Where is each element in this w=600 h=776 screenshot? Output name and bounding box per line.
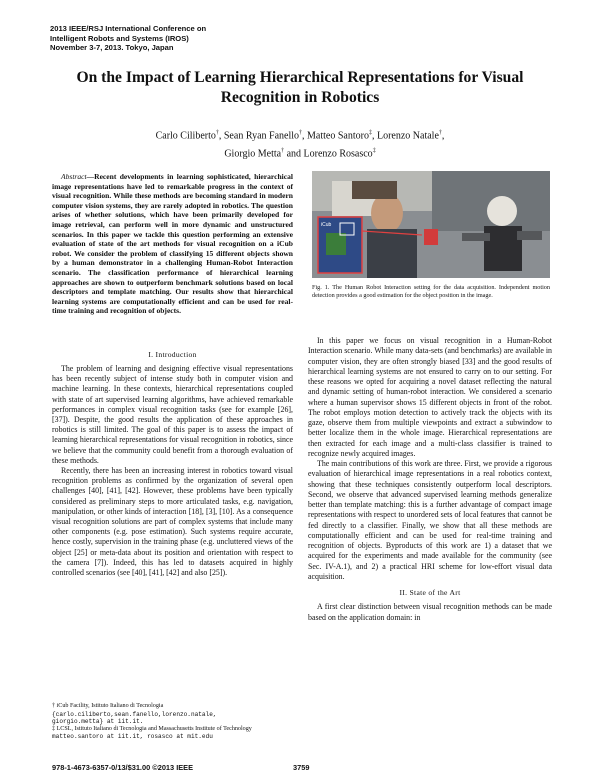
figure-1-caption: Fig. 1. The Human Robot Interaction setting for the data acquisition. Independent motion detection provides a good estimation for the object position in the image. (312, 284, 550, 299)
right-column-body (308, 336, 552, 623)
paragraph: The problem of learning and designing effective visual representations has been recently subject of intense study both in computer vision and machine learning. In these contexts, hierarchical representations coupled with state of art supervised learning algorithms, have achieved remarkable performances in complex visual recognition tasks (see for example [26], [37]). Despite, the good results the application of these approaches in robotics is still limited. The goal of this paper is to assess the impact of learning hierarchical representations for visual recognition in robotics, since we believe that the community could benefit from a thorough evaluation of these methods. (52, 364, 293, 465)
hri-scene-photo (312, 171, 550, 278)
affiliation-mark: † (299, 130, 303, 136)
figure-1-photo (312, 171, 550, 278)
paragraph: In this paper we focus on visual recognition in a Human-Robot Interaction scenario. While many data-sets (and benchmarks) are available in computer vision, they are often strongly biased [33] and the good results of hierarchical learning systems are not ensured to carry on to our setting. For these reasons we opted for acquiring a novel dataset reflecting the natural and dynamic setting of human-robot interaction. We considered a scenario where a human supervisor shows 15 different objects in front of the robot. The robot employs motion detection to actively track the objects with its gaze, observe them from multiple viewpoints and extract a subwindow to better localize them in the whole image. Hierarchical representations are then extracted for each image and a multi-class classifier is trained to recognize newly acquired images. (308, 336, 552, 458)
footnote-emails-1b: giorgio.metta} at iit.it. (52, 718, 144, 726)
abstract-label: Abstract (61, 172, 87, 181)
abstract-text: Recent developments in learning sophisticated, hierarchical image representations have led to remarkable progress in the context of visual recognition. While these methods are becoming standard in modern computer vision systems, they are rarely adopted in robotics. The question arises of whether solutions, which have been primarily developed for image retrieval, can perform well in more dynamic and unstructured scenarios. In this paper we tackle this question performing an extensive evaluation of state of the art methods for visual recognition on a iCub robot. We consider the problem of classifying 15 different objects shown by a human demonstrator in a challenging Human-Robot Interaction scenario. The classification performance of hierarchical learning approaches are shown to outperform benchmark solutions based on local descriptors and template matching. Our results show that hierarchical learning systems are computationally efficient and can be used for real-time training and recognition of objects. (52, 172, 293, 316)
paragraph: A first clear distinction between visual recognition methods can be made based on the application domain: in (308, 602, 552, 622)
footnote-affiliation-1: † iCub Facility, Istituto Italiano di Tecnologia (52, 703, 164, 709)
footer-isbn: 978-1-4673-6357-0/13/$31.00 ©2013 IEEE (52, 763, 194, 772)
footnotes (52, 703, 293, 741)
paragraph: The main contributions of this work are three. First, we provide a rigorous evaluation of hierarchical image representations in a real robotics context, showing that these techniques consistently outperform local descriptors. Second, we observe that advanced supervised learning methods generalize better than template matching: this is a further advantage of compact image representations with respect to unordered sets of local features that cannot be fed directly to a classifier. Finally, we show that all these methods are computationally efficient and can be used for real-time training and recognition of objects. Byproducts of this work are 1) a dataset that we acquired for the experiments and made available for the community (see Sec. IV-A.1), and 2) a practical HRI scheme for low-effort visual data acquisition. (308, 459, 552, 581)
paragraph: Recently, there has been an increasing interest in robotics toward visual recognition problems as confirmed by the organization of several open challenges [40], [41], [42]. However, these problems have been typically considered as preliminary steps to more articulated tasks, e.g. navigation, manipulation, or other kinds of interaction [18], [3], [10]. As a consequence visual recognition solutions are part of complex systems that include many other components (e.g. pose estimation). Such systems require accurate, hence costly, supervision in the training phase (e.g. uncluttered views of the object [25] or meta-data about its position and orientation with respect to the camera [7]). Indeed, this has led to datasets acquired in highly controlled scenarios (see [40], [41], [42] and also [25]). (52, 466, 293, 578)
affiliation-mark: ‡ (368, 130, 372, 136)
abstract: Abstract—Recent developments in learning sophisticated, hierarchical image representations have led to remarkable progress in the context of visual recognition. While these methods are becoming standard in modern computer vision systems, they are rarely adopted in robotics. The question arises of whether solutions, which have been primarily developed for image retrieval, can perform well in more dynamic and unstructured scenarios. In this paper we tackle this question performing an extensive evaluation of state of the art methods for visual recognition on a iCub robot. We consider the problem of classifying 15 different objects shown by a human demonstrator in a challenging Human-Robot Interaction scenario. The classification performance of hierarchical learning approaches are shown to outperform benchmark solutions based on local descriptors and template matching. Our results show that hierarchical learning systems are computationally efficient and can be used for real-time training and recognition of objects. (52, 172, 293, 316)
section-heading-introduction: I. Introduction (148, 350, 197, 359)
page-number: 3759 (293, 763, 310, 772)
inset-label: iCub (321, 222, 332, 228)
conference-header: 2013 IEEE/RSJ International Conference on Intelligent Robots and Systems (IROS) November 3-7, 2013. Tokyo, Japan (50, 24, 207, 52)
affiliation-mark: ‡ (372, 147, 376, 154)
affiliation-mark: † (215, 130, 219, 136)
introduction-body (52, 364, 293, 578)
footnote-emails-2: matteo.santoro at iit.it, rosasco at mit.edu (52, 733, 213, 741)
footnote-affiliation-2: ‡ LCSL, Istituto Italiano di Tecnologia and Massachusetts Institute of Technology (52, 725, 252, 732)
author-name: Carlo Ciliberto (155, 130, 216, 142)
affiliation-mark: † (281, 147, 285, 154)
affiliation-mark: † (438, 130, 442, 136)
footnote-emails-1: {carlo.ciliberto,sean.fanello,lorenzo.natale, (52, 710, 217, 718)
author-name: Sean Ryan Fanello (223, 130, 300, 142)
author-name: Lorenzo Natale (376, 130, 439, 142)
paper-title: On the Impact of Learning Hierarchical Representations for Visual Recognition in Robotics (76, 69, 524, 106)
author-name: Giorgio Metta (224, 148, 282, 160)
author-name: Matteo Santoro (307, 130, 369, 142)
author-name: Lorenzo Rosasco (303, 148, 373, 160)
section-heading-state-of-the-art: II. State of the Art (399, 588, 461, 597)
author-list: Carlo Ciliberto†, Sean Ryan Fanello†, Matteo Santoro‡, Lorenzo Natale†, Giorgio Metta† and Lorenzo Rosasco‡ (155, 130, 445, 160)
